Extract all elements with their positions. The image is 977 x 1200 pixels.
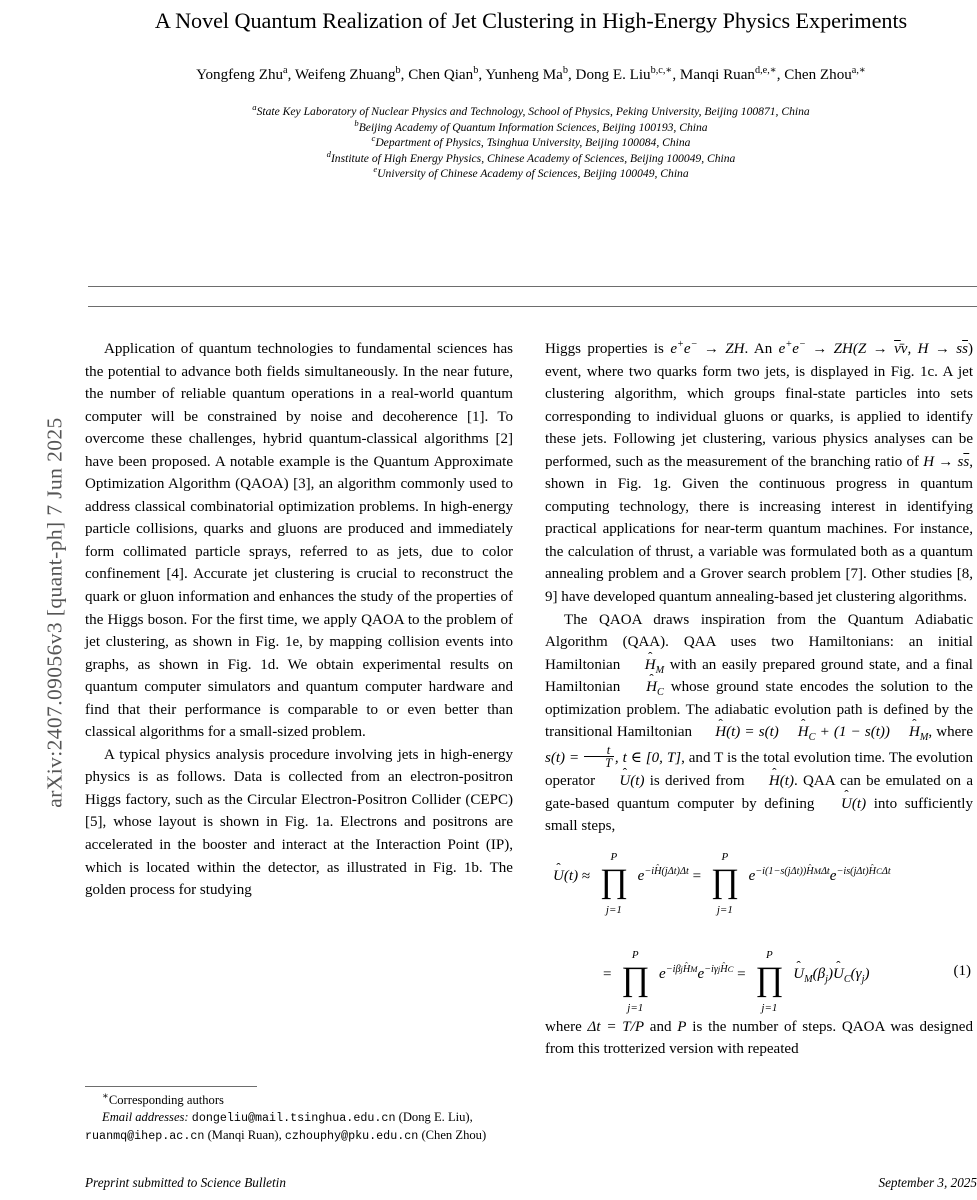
author-list bbox=[84, 36, 977, 85]
product-operator bbox=[618, 948, 652, 1014]
author-affiliation-marks: b bbox=[562, 64, 568, 76]
product-upper-limit: P bbox=[631, 948, 639, 961]
email-link[interactable]: ruanmq@ihep.ac.cn bbox=[85, 1129, 205, 1144]
footnote-corresponding-label: Corresponding authors bbox=[108, 1093, 224, 1107]
author-name: Chen Qian bbox=[408, 67, 474, 83]
email-link[interactable]: czhouphy@pku.edu.cn bbox=[284, 1129, 419, 1144]
header-rules bbox=[88, 286, 977, 307]
text-run: ) event, where two quarks form two jets, is displayed in Fig. 1c. A jet clustering algorithm, which groups final-state particles into sets corresponding to individual gluons or quarks, is applied to identify these jets. Following jet clustering, various physics analyses can be performed, such as the measurement of the branching ratio of bbox=[545, 341, 973, 470]
product-upper-limit: P bbox=[721, 850, 729, 863]
equation-line-1 bbox=[545, 850, 973, 916]
affiliation-text: Department of Physics, Tsinghua University, Beijing 100084, China bbox=[375, 136, 691, 150]
paragraph-higgs-process bbox=[545, 338, 973, 609]
body-columns bbox=[84, 338, 977, 1083]
product-glyph: ∏ bbox=[710, 862, 739, 900]
product-glyph: ∏ bbox=[599, 862, 628, 900]
author-separator: , bbox=[478, 67, 486, 83]
affiliation-text: University of Chinese Academy of Sciences, Beijing 100049, China bbox=[377, 167, 689, 181]
author-name: Chen Zhou bbox=[784, 67, 852, 83]
equals-sign-3: = bbox=[737, 966, 746, 983]
email-addresses-label: Email addresses: bbox=[102, 1110, 189, 1125]
product-lower-limit: j=1 bbox=[627, 1001, 644, 1014]
paper-page bbox=[84, 0, 977, 1200]
author-name: Manqi Ruan bbox=[679, 67, 755, 83]
math-unitary-product: U $_M(\beta_j)U$ $_C(\gamma_j)$ bbox=[793, 966, 870, 986]
math-H-of-t: H (t) = s(t) H $_C$ + (1 − s(t)) H $_M$ bbox=[715, 724, 929, 744]
product-upper-limit: P bbox=[610, 850, 618, 863]
equals-sign-1: = bbox=[692, 868, 702, 885]
paragraph-analysis-procedure: A typical physics analysis procedure involving jets in high-energy physics is as follows. Data is collected from an electron-positron Higgs factory, such as the Circular Electron-Positron Collider (CEPC) [5], whose layout is shown in Fig. 1a. Electrons and positrons are accelerated in the booster and interact at the Interaction Point (IP), which is located within the detector, as illustrated in Fig. 1b. The golden process for studying bbox=[85, 746, 513, 899]
horizontal-rule-top bbox=[88, 286, 977, 287]
author-separator: , bbox=[400, 67, 409, 83]
page-title: A Novel Quantum Realization of Jet Clustering in High-Energy Physics Experiments bbox=[154, 8, 908, 33]
product-lower-limit: j=1 bbox=[605, 903, 622, 916]
author-entry bbox=[485, 64, 568, 83]
product-lower-limit: j=1 bbox=[716, 903, 733, 916]
math-eeZHZ: $e^+e^- \to ZH(Z \to \overline{\nu}̄\nu$, $H \to s\overline{s}$ bbox=[778, 338, 968, 357]
affiliation-mark: b bbox=[354, 117, 359, 128]
product-operator bbox=[752, 948, 786, 1014]
author-affiliation-marks: b bbox=[395, 64, 401, 76]
affiliation-mark: c bbox=[371, 133, 376, 144]
text-run: is derived from bbox=[644, 773, 750, 789]
affiliation-item bbox=[84, 135, 977, 151]
equation-1 bbox=[545, 848, 973, 1016]
email-owner: (Chen Zhou) bbox=[421, 1128, 487, 1143]
text-run: with an easily prepared ground state, and a final Hamiltonian bbox=[545, 656, 973, 696]
author-entry bbox=[196, 64, 288, 83]
paragraph-qaoa-qaa bbox=[545, 609, 973, 838]
author-name: Weifeng Zhuang bbox=[294, 67, 396, 83]
product-glyph: ∏ bbox=[755, 960, 784, 998]
text-run: where bbox=[545, 1018, 588, 1035]
horizontal-rule-bottom bbox=[88, 306, 977, 307]
math-delta-t: Δt = T/P bbox=[587, 1018, 645, 1035]
email-link[interactable]: dongeliu@mail.tsinghua.edu.cn bbox=[191, 1111, 396, 1126]
text-run: into sufficiently small steps, bbox=[545, 795, 974, 835]
math-exp-term-2: $e^{-i(1-s(j\Delta t))H M\Delta t}e^{-is(j\Delta t)H C\Delta t}$ bbox=[748, 866, 891, 885]
text-run: , shown in Fig. 1g. Given the continuous progress in quantum computing technology, there is increasing interest in identifying practical applications for near-term quantum machines. For instance, the calculation of thrust, a variable was formulated both as a quantum annealing problem and a Grover search problem [7]. Other studies [8, 9] have developed quantum annealing-based jet clustering algorithms. bbox=[545, 453, 973, 606]
affiliation-text: Institute of High Energy Physics, Chinese Academy of Sciences, Beijing 100049, China bbox=[330, 151, 736, 165]
text-run: . An bbox=[744, 341, 779, 357]
author-entry bbox=[784, 64, 866, 83]
math-U-of-t-2: U (t) bbox=[841, 795, 867, 812]
affiliation-text: Beijing Academy of Quantum Information Sciences, Beijing 100193, China bbox=[358, 120, 708, 134]
affiliation-item bbox=[84, 148, 977, 167]
product-operator bbox=[597, 850, 631, 916]
paragraph-delta-t bbox=[545, 1016, 973, 1061]
product-operator bbox=[708, 850, 742, 916]
math-exp-term-3: $e^{-i\beta jH M}e^{-i\gamma jH C}$ bbox=[659, 964, 734, 983]
text-run: , and T is the total evolution time. The evolution operator bbox=[545, 749, 973, 789]
footnote-corresponding-authors bbox=[85, 1092, 525, 1109]
author-affiliation-marks: a bbox=[283, 64, 288, 76]
affiliation-mark: d bbox=[326, 148, 331, 159]
page-footer bbox=[85, 1175, 977, 1191]
author-name: Dong E. Liu bbox=[575, 67, 651, 83]
author-affiliation-marks: a,∗ bbox=[851, 64, 866, 76]
arxiv-stamp bbox=[0, 0, 67, 1200]
paragraph-intro: Application of quantum technologies to fundamental sciences has the potential to advance both fields simultaneously. In the near future, the number of reliable quantum operations in a real-world quantum computer will be constrained by noise and decoherence [1]. To overcome these challenges, hybrid quantum-classical algorithms [2] have been proposed. A notable example is the Quantum Approximate Optimization Algorithm (QAOA) [3], an algorithm commonly used to address classical combinatorial optimization problems. In high-energy particle collisions, quarks and gluons are produced and immediately form collimated particle sprays, referred to as jets, due to color confinement [4]. Accurate jet clustering is crucial to reconstruct the quark or gluon information and enhances the study of the properties of the Higgs boson. For the first time, we apply QAOA to the problem of jet clustering, as shown in Fig. 1e, by mapping collision events into graphs, as shown in Fig. 1d. We obtain experimental results on quantum computer simulators and quantum computer hardware and find that their performance is comparable to or even better than classical algorithms for a small-sized problem. bbox=[85, 341, 513, 741]
author-affiliation-marks: b,c,∗ bbox=[650, 64, 673, 76]
asterisk-icon: ∗ bbox=[102, 1090, 109, 1102]
equals-sign-2: = bbox=[603, 966, 612, 983]
affiliation-mark: e bbox=[373, 164, 378, 175]
math-H-C: H $_C$ bbox=[646, 679, 664, 699]
author-name: Yunheng Ma bbox=[485, 67, 563, 83]
affiliation-item bbox=[84, 166, 977, 182]
author-separator: , bbox=[776, 67, 785, 83]
text-run: Higgs properties is bbox=[545, 341, 671, 357]
affiliation-list bbox=[84, 85, 977, 182]
column-left bbox=[85, 338, 513, 902]
affiliation-mark: a bbox=[252, 102, 257, 113]
email-owner: (Manqi Ruan) bbox=[207, 1128, 279, 1143]
math-P: P bbox=[677, 1018, 687, 1035]
author-name: Yongfeng Zhu bbox=[196, 67, 284, 83]
affiliation-text: State Key Laboratory of Nuclear Physics and Technology, School of Physics, Peking University, Beijing 100871, China bbox=[256, 105, 810, 118]
math-H-of-t-2: H (t) bbox=[768, 773, 794, 789]
affiliation-item bbox=[84, 104, 977, 120]
math-exp-term-1: $e^{-iH (j\Delta t)\Delta t}$ bbox=[637, 866, 689, 885]
author-entry bbox=[294, 64, 401, 83]
arxiv-identifier-text: arXiv:2407.09056v3 [quant-ph] 7 Jun 2025 bbox=[42, 417, 67, 808]
text-run: whose ground state encodes the solution to the optimization problem. The adiabatic evolution path is defined by the transitional Hamiltonian bbox=[545, 679, 973, 741]
email-owner: (Dong E. Liu) bbox=[398, 1110, 470, 1125]
author-entry bbox=[679, 64, 777, 83]
author-separator: , bbox=[672, 67, 680, 83]
text-run: and bbox=[644, 1018, 678, 1035]
column-right bbox=[545, 338, 973, 1061]
math-s-of-t: s(t) = $\frac{t}{T}$ , t ∈ [0, T] bbox=[545, 742, 682, 771]
text-run: , where bbox=[928, 724, 974, 741]
product-lower-limit: j=1 bbox=[761, 1001, 778, 1014]
equation-number: (1) bbox=[953, 962, 971, 979]
author-entry bbox=[408, 64, 479, 83]
author-separator: , bbox=[287, 67, 295, 83]
math-U-lhs: U (t) bbox=[553, 868, 579, 885]
footnote-rule bbox=[85, 1086, 257, 1087]
author-separator: , bbox=[568, 67, 576, 83]
affiliation-item bbox=[84, 117, 977, 136]
math-H-M: H $_M$ bbox=[644, 656, 665, 676]
footnote-email-addresses: Email addresses: dongeliu@mail.tsinghua.edu.cn (Dong E. Liu), ruanmq@ihep.ac.cn (Manqi Ruan), czhouphy@pku.edu.cn (Chen Zhou) bbox=[85, 1110, 487, 1144]
math-eeZH: e+e− → ZH bbox=[670, 338, 745, 357]
preprint-submission-note: Preprint submitted to Science Bulletin bbox=[85, 1175, 286, 1190]
author-entry bbox=[575, 64, 673, 83]
text-run: is the number of steps. QAOA was designed from this trotterized version with repeated bbox=[545, 1018, 974, 1058]
math-Hss: $H \to s\overline{s}$ bbox=[923, 453, 970, 470]
preprint-date: September 3, 2025 bbox=[878, 1175, 977, 1190]
author-affiliation-marks: d,e,∗ bbox=[754, 64, 777, 76]
approx-sign: ≈ bbox=[581, 868, 591, 885]
author-affiliation-marks: b bbox=[473, 64, 479, 76]
text-run: The QAOA draws inspiration from the Quantum Adiabatic Algorithm (QAA). QAA uses two Hamiltonians: an initial Hamiltonian bbox=[545, 611, 973, 673]
equation-line-2 bbox=[545, 948, 973, 1014]
product-upper-limit: P bbox=[766, 948, 773, 961]
footnote-block bbox=[85, 1086, 525, 1146]
text-run: . QAA can be emulated on a gate-based quantum computer by defining bbox=[545, 773, 973, 812]
product-glyph: ∏ bbox=[621, 960, 650, 998]
math-U-of-t: U (t) bbox=[619, 773, 645, 789]
